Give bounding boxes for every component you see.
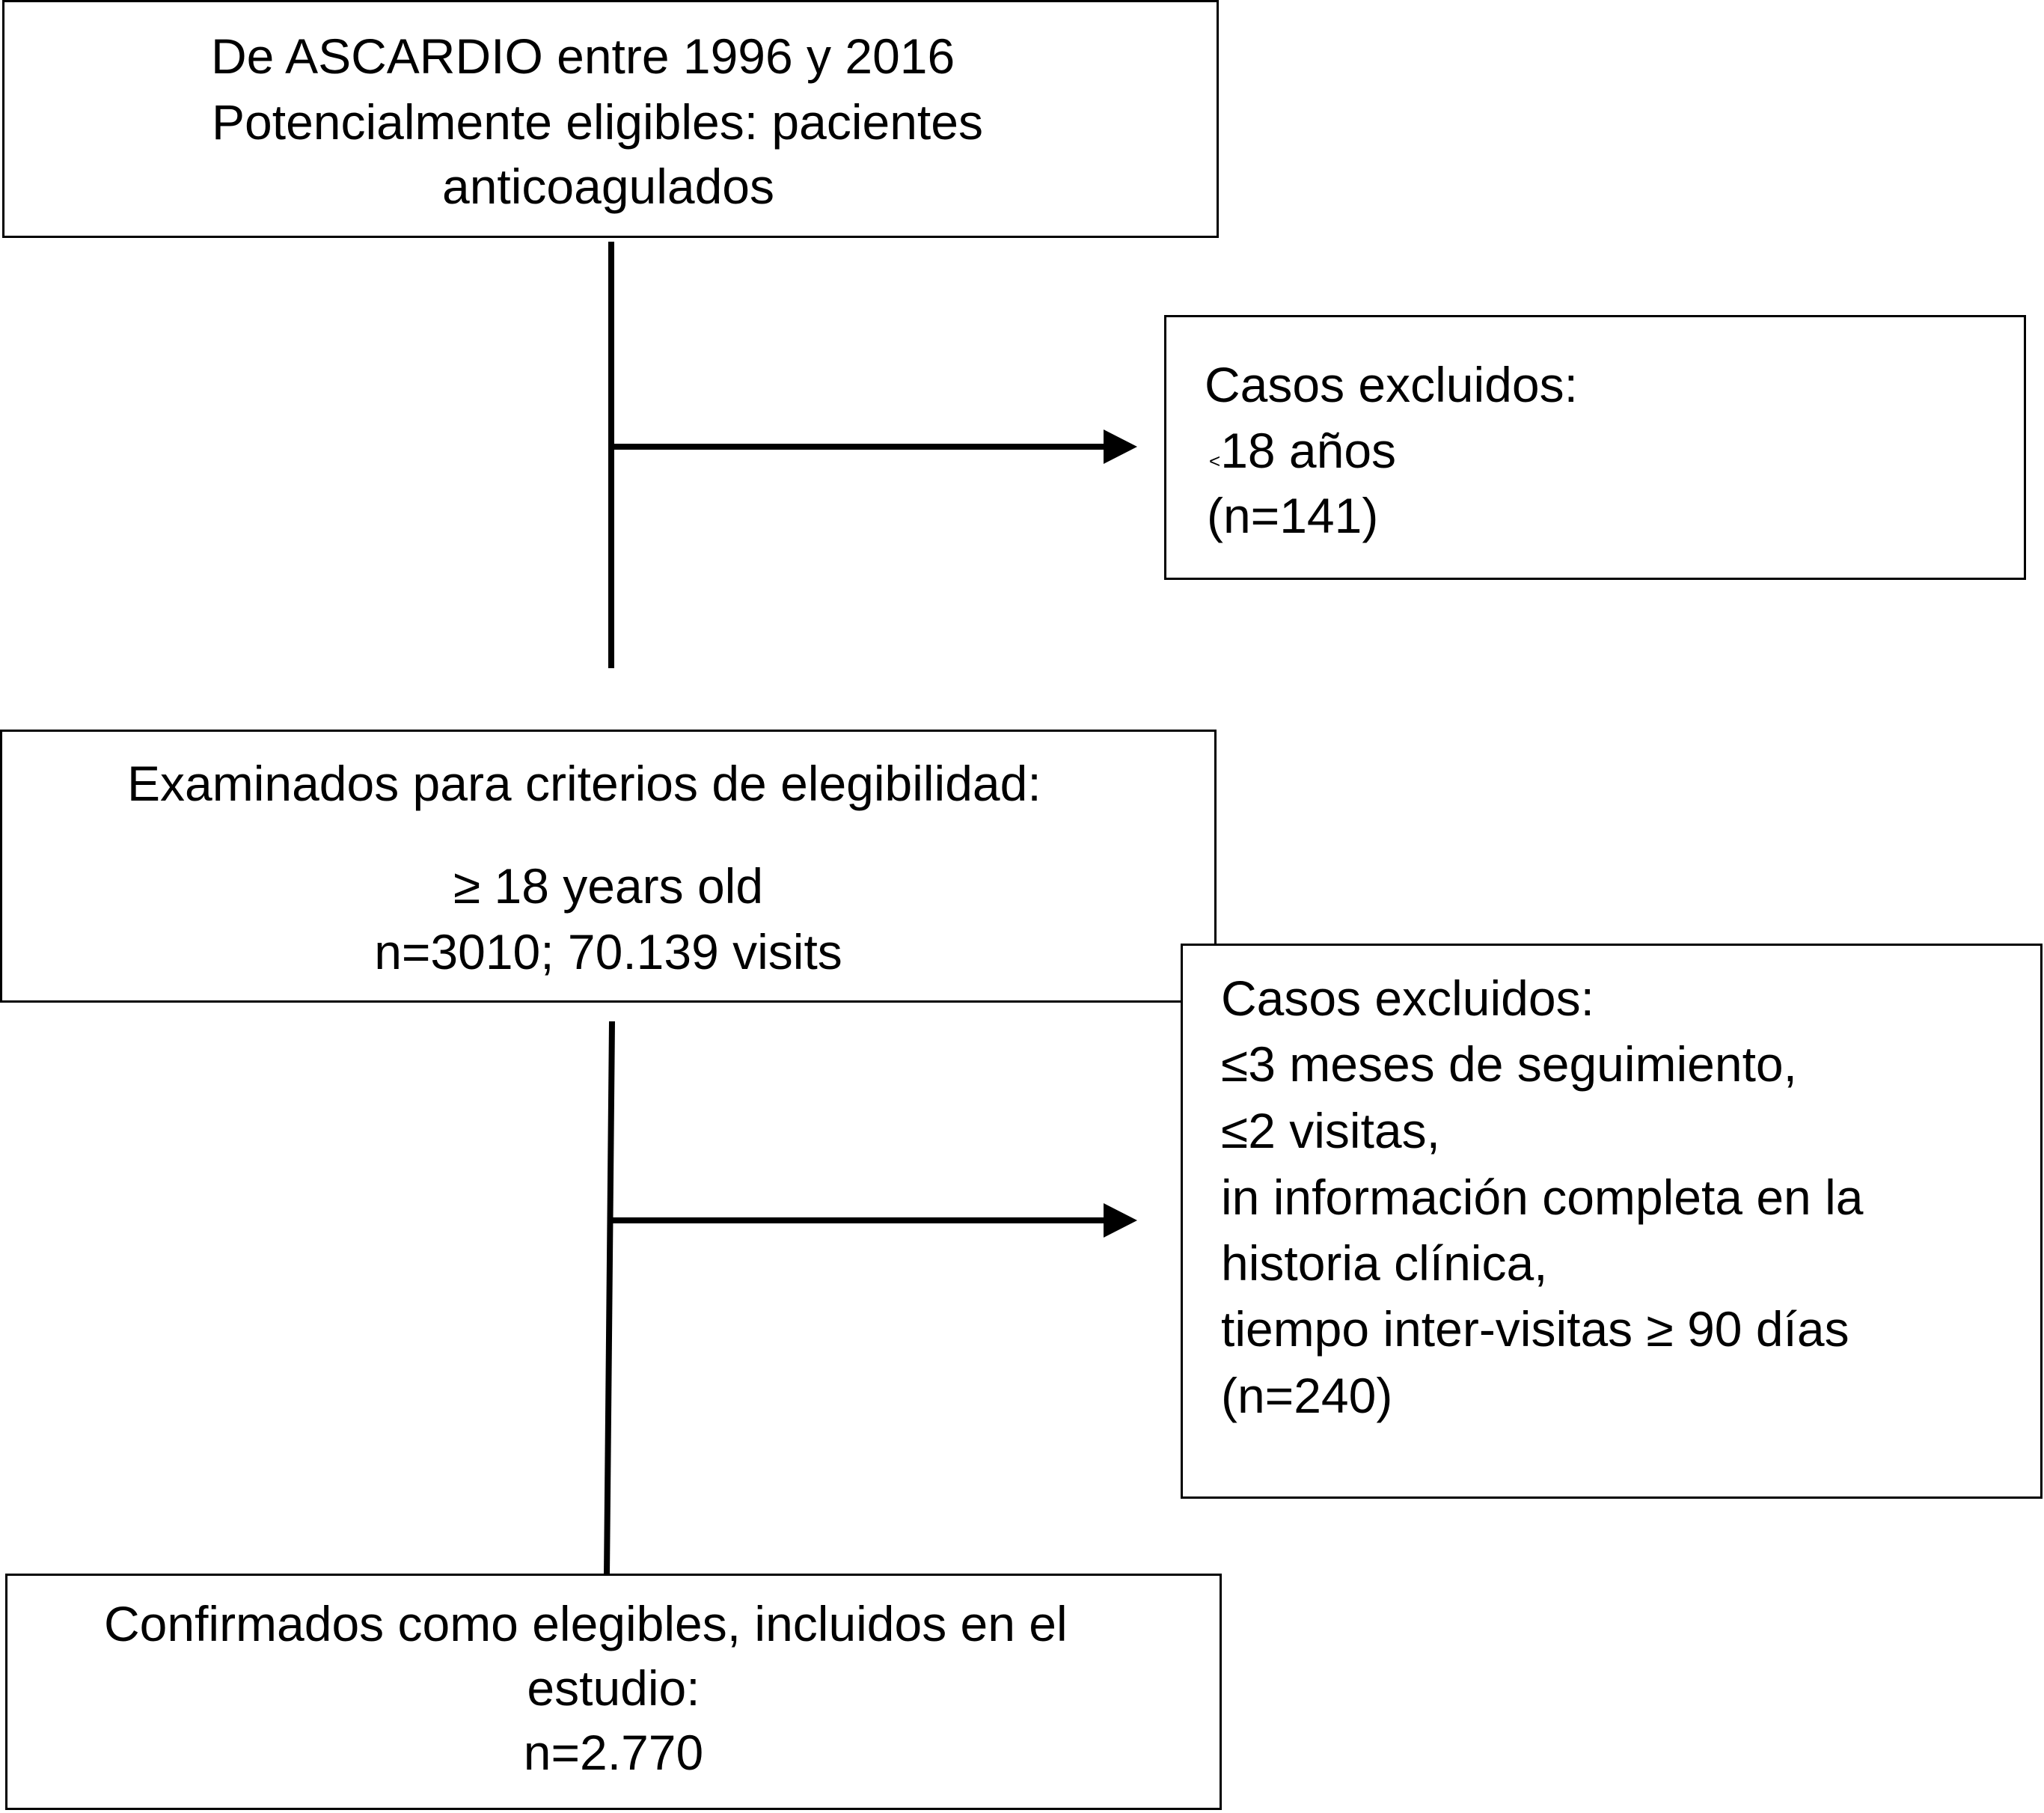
excluded-followup-line-2: ≤3 meses de seguimiento, <box>1221 1036 1797 1092</box>
excluded-followup-line-3: ≤2 visitas, <box>1221 1103 1440 1158</box>
less-than-marker: < <box>1209 450 1221 472</box>
excluded-followup-line-6: tiempo inter-visitas ≥ 90 días <box>1221 1301 1849 1357</box>
excluded-age-title: Casos excluidos: <box>1205 357 1578 412</box>
included-line-2: estudio: <box>527 1660 700 1716</box>
examined-box <box>0 730 1217 1003</box>
included-line-1: Confirmados como elegibles, incluidos en el <box>104 1596 1068 1651</box>
excluded-age-count: (n=141) <box>1207 488 1379 543</box>
excluded-followup-line-1: Casos excluidos: <box>1221 970 1594 1026</box>
connector-bottom-vertical <box>607 1021 612 1575</box>
excluded-age-criterion <box>1209 418 1396 483</box>
examined-criteria: ≥ 18 years old <box>453 858 764 914</box>
connector-arrow-1-head <box>1104 429 1137 464</box>
source-line-1: De ASCARDIO entre 1996 y 2016 <box>211 28 955 84</box>
examined-title: Examinados para criterios de elegibilidad: <box>127 756 1041 811</box>
excluded-age-box <box>1164 315 2026 580</box>
excluded-followup-line-7: (n=240) <box>1221 1368 1393 1423</box>
source-line-3: anticoagulados <box>442 159 775 214</box>
excluded-followup-box <box>1181 944 2043 1499</box>
source-line-2: Potencialmente eligibles: pacientes <box>212 94 983 150</box>
included-line-3: n=2.770 <box>523 1725 704 1780</box>
examined-count: n=3010; 70.139 visits <box>374 924 842 979</box>
source-box <box>2 0 1219 238</box>
excluded-followup-line-4: in información completa en la <box>1221 1170 1864 1225</box>
excluded-followup-line-5: historia clínica, <box>1221 1235 1548 1291</box>
connector-arrow-2-head <box>1104 1203 1137 1238</box>
included-box <box>5 1574 1222 1810</box>
excluded-age-text: 18 años <box>1220 423 1397 478</box>
